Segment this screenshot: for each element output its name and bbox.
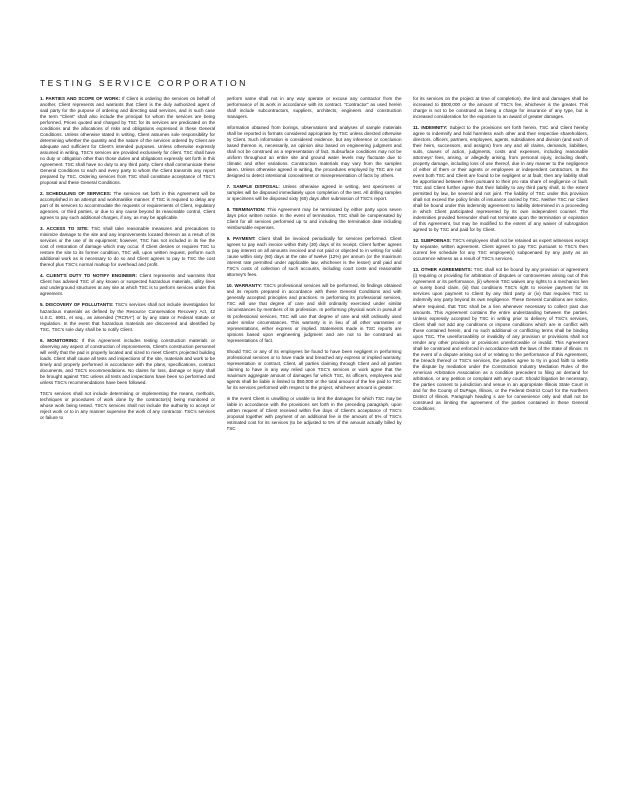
terms-paragraph: [227, 125, 402, 179]
terms-paragraph: [227, 236, 402, 278]
section-heading: 6. MONITORING:: [40, 337, 79, 343]
terms-paragraph: [227, 184, 402, 202]
section-heading: 8. TERMINATION:: [226, 207, 266, 213]
terms-column-2: [227, 96, 402, 796]
terms-paragraph: [413, 96, 588, 120]
section-text: The services set forth in this Agreement will be accomplished in an attempt and workmanlike manner. If TSC is required to delay any part of its services to accommodate the requests or requirements of Client, regulatory agencies, or third parties, or due to any cause beyond its reasonable control, Client agrees to pay such additional charges, if any, as may be applicable.: [40, 191, 215, 221]
terms-paragraph: [413, 125, 588, 233]
section-text: If Client is ordering the services on behalf of another, Client represents and warrants that Client is the duly authorized agent of said party for the purpose of ordering and directing said services, and in such case the term "Client" shall also include the principal for whom the services are being performed. Prices quoted and charged by TSC for its services are predicated on the conditions and the allocations of risks and obligations expressed in these General Conditions. Unless otherwise stated in writing, Client assumes sole responsibility for determining whether the quantity and the nature of the services ordered by Client are adequate and sufficient for Client's intended purposes. Unless otherwise expressly assumed in writing, TSC's services are provided exclusively for client. TSC shall have no duty or obligation other than those duties and obligations expressly set forth in this Agreement. TSC shall have no duty to any third party. Client shall communicate these General Conditions to each and every party to whom the Client transmits any report prepared by TSC. Ordering services from TSC shall constitute acceptance of TSC's proposal and these General Conditions.: [40, 96, 215, 186]
terms-paragraph: [40, 226, 215, 268]
terms-paragraph: [413, 238, 588, 262]
section-text: Information obtained from borings, observations and analyses of sample materials shall be reported in formats considered appropriate by TSC unless directed otherwise by Client. Such information is considered evidence, but any inference or conclusion based thereon is, necessarily, an opinion also based on engineering judgment and shall not be construed as a representation of fact. Subsurface conditions may not be uniform throughout an entire site and ground water levels may fluctuate due to climatic and other variations. Construction materials may vary from the samples taken. Unless otherwise agreed in writing, the procedures employed by TSC are not designed to detect intentional concealment or misrepresentation of facts by others.: [226, 125, 402, 179]
terms-paragraph: [413, 267, 588, 411]
terms-paragraph: [40, 273, 215, 297]
terms-paragraph: [227, 207, 402, 231]
terms-paragraph: [227, 396, 402, 432]
section-text: Subject to the provisions set forth herein, TSC and Client hereby agree to indemnify and hold harmless each other and their respective shareholders, directors, officers, partners, employees, agents, subsidiaries and division (and each of their heirs, successors, and assigns) from any and all claims, demands, liabilities, suits, causes of action, judgments, costs and expenses, including reasonable attorneys' fees, arising, or allegedly arising, from personal injury, including death, property damage, including loss of use thereof, due in any manner to the negligence of either of them or their agents or employees or independent contractors. In the event both TSC and Client are found to be negligent or at fault, then any liability shall be apportioned between them pursuant to their pro rata share of negligence or fault. TSC and Client further agree that their liability to any third party shall, to the extent permitted by law, be several and not joint. The liability of TSC under this provision shall not exceed the policy limits of insurance carried by TSC. Neither TSC nor Client shall be bound under this indemnity agreement to liability determined in a proceeding in which Client participated represented by its own independent counsel. The indemnities provided hereunder shall not terminate upon the termination or expiration of this Agreement, but may be modified to the extent of any waiver of subrogation agreed to by TSC and paid for by Client.: [413, 125, 588, 233]
terms-columns: [40, 96, 588, 796]
terms-paragraph: [227, 283, 402, 343]
section-heading: 2. SCHEDULING OF SERVICES:: [40, 191, 112, 197]
section-heading: 11. INDEMNITY:: [413, 125, 448, 131]
section-text: TSC shall not be bound by any provision or agreement (i) requiring or providing for arbitration of disputes or controversies arising out of this Agreement or its performance, (ii) wherein TSC waives any rights to a mechanics lien or surety bond claim, (iii) that conditions TSC's right to receive payment for its services upon payment to Client by any third party or (iv) that requires TSC to indemnify any party beyond its own negligence. These General Conditions are notice, where required, that TSC shall be a lien whenever necessary to collect past due amounts. This Agreement contains the entire understanding between the parties. Unless expressly accepted by TSC in writing prior to delivery of TSC's services, Client shall not add any conditions or impose conditions which are in conflict with those contained herein, and no such additional or conflicting terms shall be binding upon TSC. The unenforceability or invalidity of any provision or provisions shall not render any other provision or provisions unenforceable or invalid. This Agreement shall be construed and enforced in accordance with the laws of the State of Illinois. In the event of a dispute arising out of or relating to the performance of this Agreement, the breach thereof or TSC's services, the parties agree to try in good faith to settle the dispute by mediation under the Construction Industry Mediation Rules of the American Arbitration Association as a condition precedent to filing an demand for arbitration, or any petition or complaint with any court. Should litigation be necessary, the parties consent to jurisdiction and venue in an appropriate Illinois State Court in and for the County of DuPage, Illinois, or the Federal District Court for the Northern District of Illinois. Paragraph heading s are for convenience only and shall not be construed as limiting the agreement of the parties contained in these General Conditions.: [413, 267, 588, 411]
section-text: TSC's professional services will be performed, its findings obtained and its reports prepared in accordance with these General Conditions and with generally accepted principles and practices. In performing its professional services, TSC will use that degree of care and skill ordinarily exercised under similar circumstances by members of its profession. In performing physical work in pursuit of its professional services, TSC will use that degree of care and skill ordinarily used under similar circumstances. This warranty is in lieu of all other warranties or representations, either express or implied. Statements made in TSC reports are opinions based upon engineering judgment and are not to be construed as representations of fact.: [226, 283, 402, 343]
section-text: In the event Client is unwilling or unable to limit the damages for which TSC may be liable in accordance with the provisions set forth in the preceding paragraph, upon written request of Client received within five days of Client's acceptance of TSC's proposal together with payment of an additional fee in the amount of 5% of TSC's estimated cost for its services (to be adjusted to 5% of the amount actually billed by TSC: [226, 395, 402, 431]
terms-paragraph: [40, 338, 215, 386]
section-heading: 13. OTHER AGREEMENTS:: [413, 267, 473, 273]
terms-paragraph: [40, 302, 215, 332]
section-text: TSC's services shall not include investigation for hazardous materials as defined by the Resource Conservation Recovery Act, 42 U.S.C. 6901, et seq., as amended ("RCRA") or by any state or Federal statute or regulation. In the event that hazardous materials are discovered and identified by TSC, TSC's sole duty shall be to notify Client.: [40, 302, 215, 332]
section-text: Should TSC or any of its employees be found to have been negligent in performing professional services or to have made and breached any express or implied warranty, representation or contract, Client, all parties claiming through Client and all parties claiming to have in any way relied upon TSC's services or work agree that the maximum aggregate amount of damages for which TSC, its officers, employees and agents shall be liable is limited to $50,000 or the total amount of the fee paid to TSC for its services performed with respect to the project, whichever amount is greater.: [226, 348, 402, 390]
section-text: Unless otherwise agreed in writing, test specimens or samples will be disposed immediately upon completion of the test. All drilling samples or specimens will be disposed sixty (60) days after submission of TSC's report.: [226, 184, 402, 202]
terms-paragraph: [40, 391, 215, 421]
section-text: If this Agreement includes testing construction materials or observing any aspect of construction of improvements, Client's construction personnel will verify that the pad is properly located and sized to meet Client's projected building loads. Client shall cause all tests and inspections of the site, materials and work to be timely and properly performed in accordance with the plans, specifications, contract documents, and TSC's recommendations. No claims for loss, damage or injury shall be brought against TSC unless all tests and inspections have been so performed and unless TSC's recommendations have been followed.: [40, 337, 215, 385]
section-text: TSC's employees shall not be retained as expert witnesses except by separate, written agreement. Client agrees to pay TSC pursuant to TSC's then current fee schedule for any TSC employee(s) subpoenaed by any party as an occurrence witness as a result of TSC's services.: [413, 238, 588, 262]
section-heading: 5. DISCOVERY OF POLLUTANTS:: [40, 302, 114, 308]
section-text: for its services on the project at time of completion), the limit and damages shall be increased to $500,000 or the amount of TSC's fee, whichever is the greater. This charge is not to be construed as being a charge for insurance of any type, but is increased consideration for the exposure to an award of greater damages.: [413, 96, 588, 120]
terms-column-1: [40, 96, 215, 796]
section-heading: 10. WARRANTY:: [226, 283, 262, 289]
terms-paragraph: [227, 349, 402, 391]
section-text: TSC's services shall not include determining or implementing the means, methods, techniques or procedures of work done by the contractor(s) being monitored or whose work being tested. TSC's services shall not include the authority to accept or reject work or to in any manner supervise the work of any contractor. TSC's services or failure to: [40, 390, 215, 420]
section-text: Client represents and warrants that Client has advised TSC of any known or suspected hazardous materials, utility lines and underground structures at any site at which TSC is to perform services under this agreement.: [40, 273, 215, 297]
document-title: TESTING SERVICE CORPORATION: [40, 78, 248, 88]
section-heading: 4. CLIENT'S DUTY TO NOTIFY ENGINEER:: [40, 273, 137, 279]
section-heading: 7. SAMPLE DISPOSAL:: [226, 184, 280, 190]
terms-column-3: [413, 96, 588, 796]
terms-paragraph: [40, 96, 215, 186]
section-text: This Agreement may be terminated by either party upon seven days prior written notice. In the event of termination, TSC shall be compensated by Client for all services performed up to and including the termination date including reimbursable expenses.: [226, 207, 402, 231]
section-heading: 1. PARTIES AND SCOPE OF WORK:: [40, 96, 121, 101]
terms-paragraph: [227, 96, 402, 120]
section-text: TSC shall take reasonable measures and precautions to minimize damage to the site and any improvements located thereon as a result of its services or the use of its equipment; however, TSC has not included in its fee the cost of restoration of damage which may occur. If Client desires or requires TSC to restore the site to its former condition, TSC will, upon written request, perform such additional work as is necessary to do so and Client agrees to pay to TSC the cost thereof plus TSC's normal markup for overhead and profit.: [40, 226, 215, 268]
section-text: Client shall be invoiced periodically for services performed. Client agrees to pay each invoice within thirty (30) days of its receipt. Client further agrees to pay interest on all amounts invoiced and not paid or objected to in writing for valid cause within sixty (60) days at the rate of twelve (12%) per annum (or the maximum interest rate permitted under applicable law, whichever is the lesser) until paid and TSC's costs of collection of such accounts, including court costs and reasonable attorney's fees.: [226, 236, 402, 278]
section-heading: 12. SUBPOENAS:: [413, 238, 452, 244]
section-text: perform same shall not in any way operate or excuse any contractor from the performance of its work in accordance with its contract. "Contractor" as used herein shall include subcontractors, suppliers, architects, engineers and construction managers.: [226, 96, 402, 120]
terms-paragraph: [40, 191, 215, 221]
section-heading: 3. ACCESS TO SITE:: [40, 226, 89, 232]
section-heading: 9. PAYMENT:: [226, 236, 256, 242]
